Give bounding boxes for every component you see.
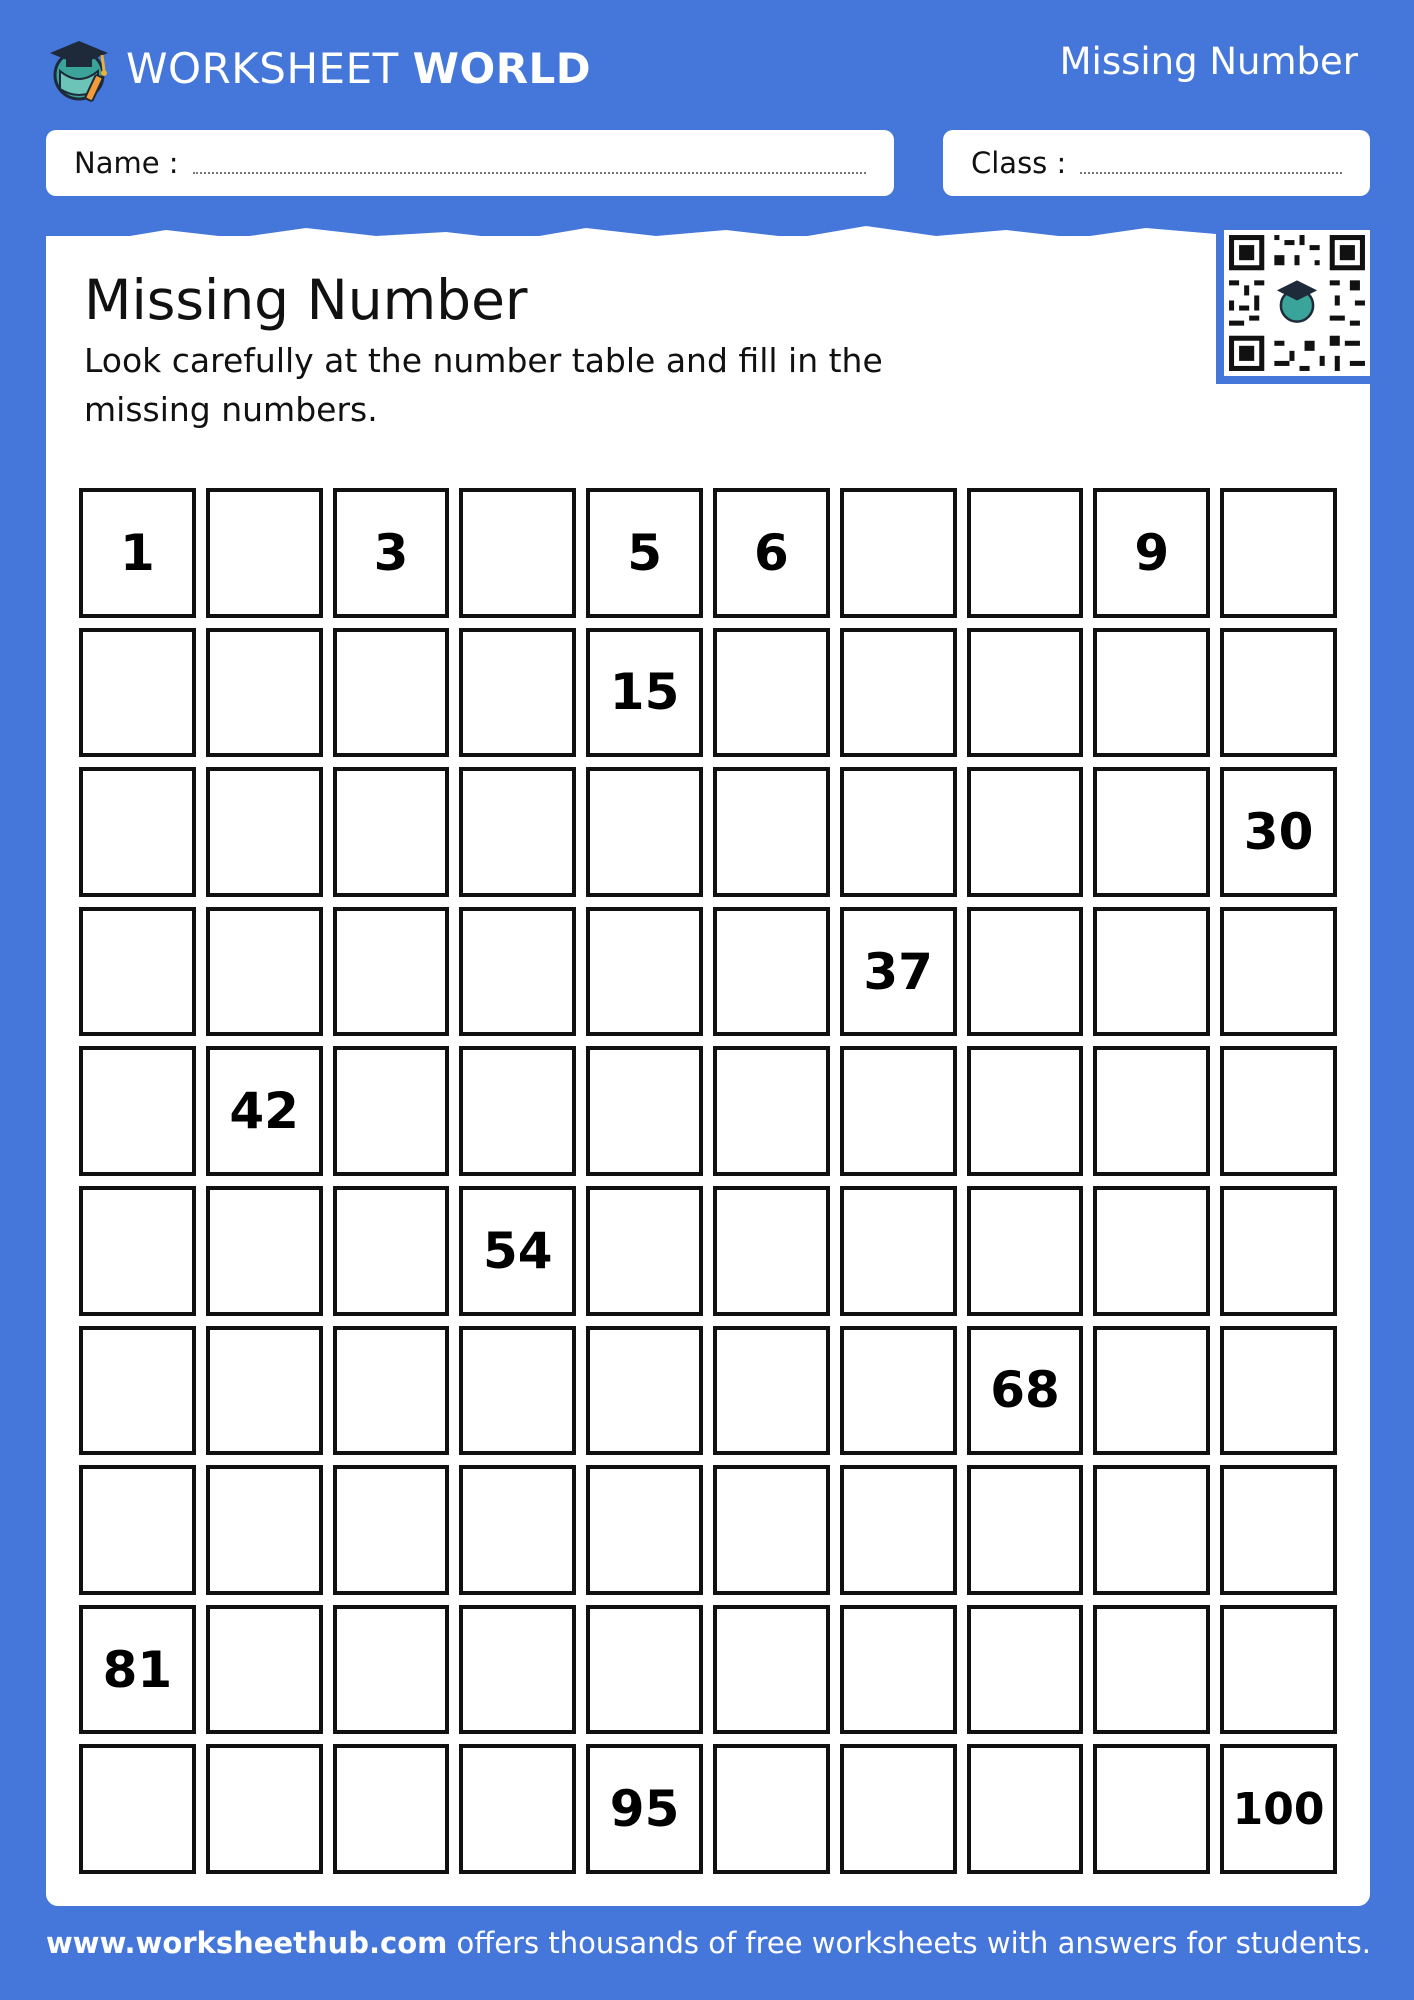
blank-number-cell[interactable]: [459, 1605, 576, 1735]
brand-logo-group: [46, 28, 591, 108]
blank-number-cell[interactable]: [1220, 907, 1337, 1037]
name-write-line[interactable]: [193, 172, 866, 174]
footer-site-link[interactable]: www.worksheethub.com: [46, 1926, 448, 1960]
blank-number-cell[interactable]: [586, 767, 703, 897]
number-cell: 37: [840, 907, 957, 1037]
blank-number-cell[interactable]: [459, 767, 576, 897]
blank-number-cell[interactable]: [333, 1326, 450, 1456]
blank-number-cell[interactable]: [713, 1465, 830, 1595]
class-field[interactable]: [943, 130, 1370, 196]
number-cell: 15: [586, 628, 703, 758]
name-field[interactable]: [46, 130, 894, 196]
number-cell: 54: [459, 1186, 576, 1316]
blank-number-cell[interactable]: [333, 1605, 450, 1735]
blank-number-cell[interactable]: [79, 1744, 196, 1874]
blank-number-cell[interactable]: [1093, 907, 1210, 1037]
blank-number-cell[interactable]: [333, 767, 450, 897]
blank-number-cell[interactable]: [840, 1605, 957, 1735]
blank-number-cell[interactable]: [206, 767, 323, 897]
blank-number-cell[interactable]: [1093, 767, 1210, 897]
blank-number-cell[interactable]: [967, 767, 1084, 897]
blank-number-cell[interactable]: [206, 1186, 323, 1316]
qr-code-icon[interactable]: [1224, 230, 1370, 376]
number-cell: 81: [79, 1605, 196, 1735]
blank-number-cell[interactable]: [967, 1465, 1084, 1595]
blank-number-cell[interactable]: [333, 1744, 450, 1874]
blank-number-cell[interactable]: [1220, 488, 1337, 618]
blank-number-cell[interactable]: [586, 907, 703, 1037]
blank-number-cell[interactable]: [1093, 1744, 1210, 1874]
blank-number-cell[interactable]: [459, 1744, 576, 1874]
number-cell: 6: [713, 488, 830, 618]
number-grid: [79, 488, 1337, 1874]
footer-text: offers thousands of free worksheets with answers for students.: [447, 1926, 1371, 1960]
blank-number-cell[interactable]: [713, 1186, 830, 1316]
blank-number-cell[interactable]: [840, 1046, 957, 1176]
blank-number-cell[interactable]: [1093, 1605, 1210, 1735]
number-cell: 100: [1220, 1744, 1337, 1874]
blank-number-cell[interactable]: [206, 1744, 323, 1874]
blank-number-cell[interactable]: [967, 907, 1084, 1037]
blank-number-cell[interactable]: [586, 1465, 703, 1595]
class-write-line[interactable]: [1080, 172, 1342, 174]
blank-number-cell[interactable]: [206, 907, 323, 1037]
blank-number-cell[interactable]: [1093, 1046, 1210, 1176]
blank-number-cell[interactable]: [1220, 1605, 1337, 1735]
blank-number-cell[interactable]: [79, 907, 196, 1037]
blank-number-cell[interactable]: [459, 628, 576, 758]
blank-number-cell[interactable]: [206, 1605, 323, 1735]
number-cell: 42: [206, 1046, 323, 1176]
blank-number-cell[interactable]: [333, 907, 450, 1037]
page-title: Missing Number: [84, 268, 528, 332]
blank-number-cell[interactable]: [967, 1744, 1084, 1874]
blank-number-cell[interactable]: [1220, 1465, 1337, 1595]
blank-number-cell[interactable]: [586, 1326, 703, 1456]
blank-number-cell[interactable]: [459, 1326, 576, 1456]
blank-number-cell[interactable]: [967, 1605, 1084, 1735]
class-label: Class :: [971, 146, 1067, 180]
blank-number-cell[interactable]: [1093, 1326, 1210, 1456]
footer-note: [46, 1926, 1370, 1960]
blank-number-cell[interactable]: [1220, 1326, 1337, 1456]
blank-number-cell[interactable]: [206, 488, 323, 618]
blank-number-cell[interactable]: [459, 488, 576, 618]
blank-number-cell[interactable]: [713, 628, 830, 758]
blank-number-cell[interactable]: [1220, 1046, 1337, 1176]
number-cell: 5: [586, 488, 703, 618]
blank-number-cell[interactable]: [586, 1186, 703, 1316]
blank-number-cell[interactable]: [586, 1046, 703, 1176]
blank-number-cell[interactable]: [79, 628, 196, 758]
blank-number-cell[interactable]: [79, 1326, 196, 1456]
blank-number-cell[interactable]: [1093, 1465, 1210, 1595]
blank-number-cell[interactable]: [79, 1465, 196, 1595]
blank-number-cell[interactable]: [79, 767, 196, 897]
name-label: Name :: [74, 146, 179, 180]
torn-edge-decoration: [46, 222, 1370, 262]
blank-number-cell[interactable]: [459, 1046, 576, 1176]
blank-number-cell[interactable]: [713, 767, 830, 897]
number-cell: 9: [1093, 488, 1210, 618]
number-cell: 1: [79, 488, 196, 618]
brand-name: WORKSHEET WORLD: [126, 43, 592, 93]
blank-number-cell[interactable]: [206, 628, 323, 758]
blank-number-cell[interactable]: [206, 1326, 323, 1456]
blank-number-cell[interactable]: [840, 1186, 957, 1316]
blank-number-cell[interactable]: [333, 1046, 450, 1176]
blank-number-cell[interactable]: [713, 1326, 830, 1456]
number-cell: 3: [333, 488, 450, 618]
blank-number-cell[interactable]: [1093, 628, 1210, 758]
blank-number-cell[interactable]: [459, 907, 576, 1037]
instructions: Look carefully at the number table and fill in the missing numbers.: [84, 341, 883, 429]
blank-number-cell[interactable]: [840, 1326, 957, 1456]
blank-number-cell[interactable]: [967, 1186, 1084, 1316]
blank-number-cell[interactable]: [586, 1605, 703, 1735]
blank-number-cell[interactable]: [1093, 1186, 1210, 1316]
blank-number-cell[interactable]: [713, 1744, 830, 1874]
blank-number-cell[interactable]: [333, 628, 450, 758]
blank-number-cell[interactable]: [713, 907, 830, 1037]
worksheet-type-label: Missing Number: [1059, 40, 1358, 83]
blank-number-cell[interactable]: [333, 1186, 450, 1316]
blank-number-cell[interactable]: [967, 488, 1084, 618]
blank-number-cell[interactable]: [206, 1465, 323, 1595]
blank-number-cell[interactable]: [1220, 628, 1337, 758]
blank-number-cell[interactable]: [840, 488, 957, 618]
blank-number-cell[interactable]: [713, 1605, 830, 1735]
blank-number-cell[interactable]: [713, 1046, 830, 1176]
blank-number-cell[interactable]: [840, 628, 957, 758]
blank-number-cell[interactable]: [840, 1465, 957, 1595]
blank-number-cell[interactable]: [967, 1046, 1084, 1176]
blank-number-cell[interactable]: [459, 1465, 576, 1595]
graduation-cap-mascot-icon: [46, 31, 116, 105]
blank-number-cell[interactable]: [1220, 1186, 1337, 1316]
blank-number-cell[interactable]: [840, 767, 957, 897]
number-cell: 68: [967, 1326, 1084, 1456]
blank-number-cell[interactable]: [333, 1465, 450, 1595]
number-cell: 95: [586, 1744, 703, 1874]
blank-number-cell[interactable]: [79, 1186, 196, 1316]
blank-number-cell[interactable]: [79, 1046, 196, 1176]
blank-number-cell[interactable]: [840, 1744, 957, 1874]
number-cell: 30: [1220, 767, 1337, 897]
blank-number-cell[interactable]: [967, 628, 1084, 758]
